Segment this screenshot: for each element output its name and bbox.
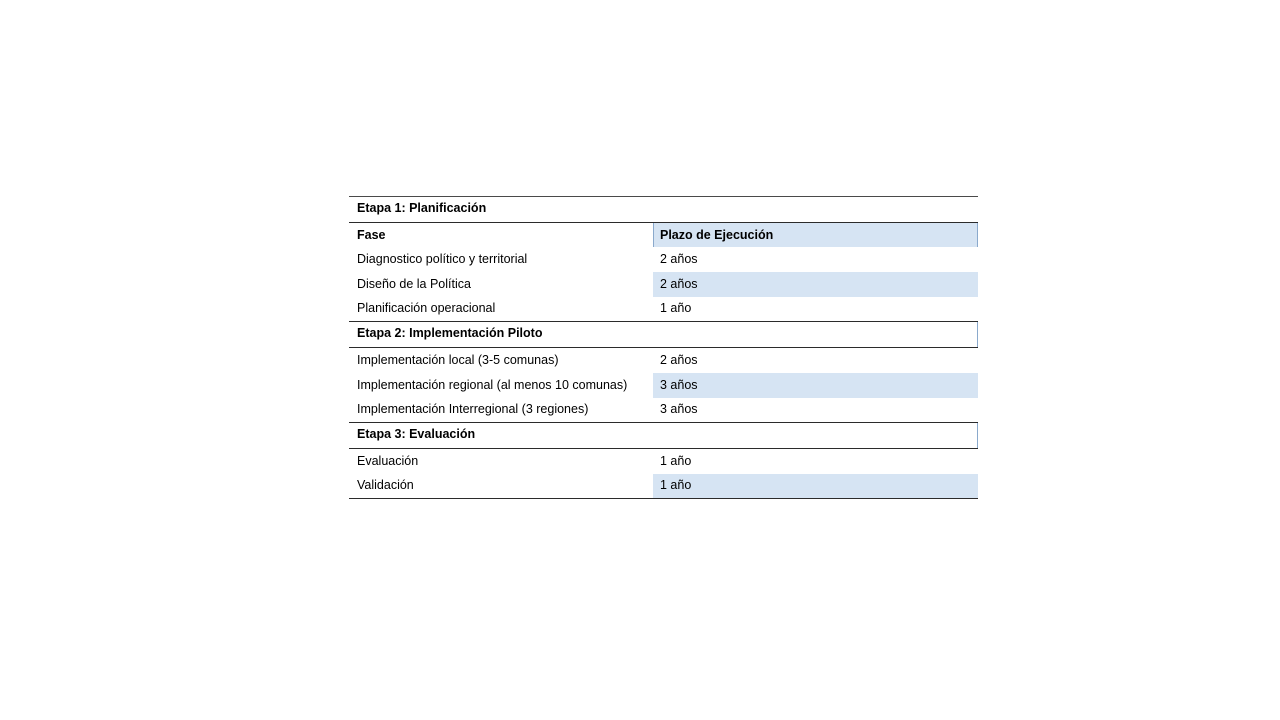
phases-table [349,196,978,499]
table-row [349,449,978,474]
duration-cell: 2 años [653,272,978,297]
phase-cell: Validación [357,477,414,492]
stage-1-title-row [349,197,978,223]
duration-cell: 1 año [653,474,978,499]
duration-cell: 3 años [653,373,978,398]
phase-cell: Planificación operacional [357,300,496,315]
table-row [349,272,978,297]
duration-cell: 2 años [660,353,698,368]
table-row [349,247,978,272]
header-plazo: Plazo de Ejecución [653,223,978,248]
duration-cell: 2 años [660,252,698,267]
phase-cell: Implementación local (3-5 comunas) [357,353,559,368]
duration-cell: 1 año [660,453,692,468]
table-row [349,348,978,373]
table-row [349,474,978,500]
phase-cell: Diagnostico político y territorial [357,252,528,267]
duration-cell: 3 años [660,401,698,416]
duration-cell: 1 año [660,300,692,315]
phase-cell: Evaluación [357,453,419,468]
stage-3-title-row [349,423,978,449]
phase-cell: Diseño de la Política [357,277,471,292]
stage-1-title: Etapa 1: Planificación [357,201,487,215]
table-row [349,398,978,424]
stage-2-title: Etapa 2: Implementación Piloto [349,322,978,347]
table-row [349,297,978,323]
phase-cell: Implementación regional (al menos 10 comunas) [357,377,628,392]
stage-2-title-row [349,322,978,348]
header-fase: Fase [357,227,386,242]
table-header-row [349,223,978,248]
table-row [349,373,978,398]
stage-3-title: Etapa 3: Evaluación [349,423,978,448]
phase-cell: Implementación Interregional (3 regiones) [357,401,589,416]
